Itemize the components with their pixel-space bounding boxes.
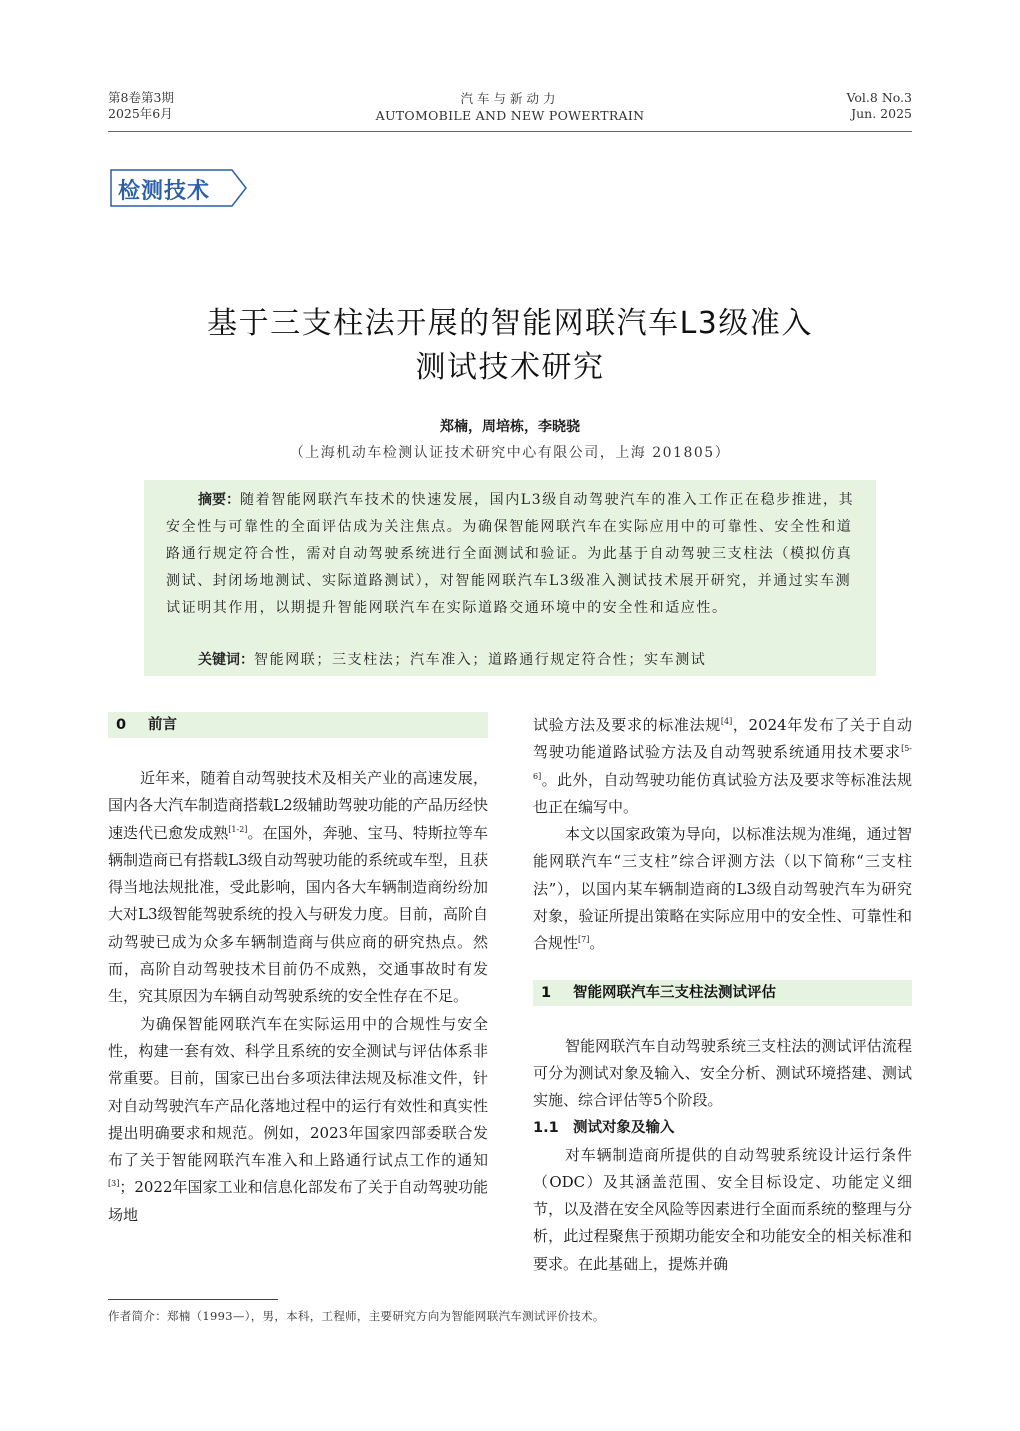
volume-issue: 第8卷第3期 bbox=[108, 90, 174, 105]
citation: [1-2] bbox=[228, 824, 248, 834]
author-footnote: 作者简介：郑楠（1993—），男，本科，工程师，主要研究方向为智能网联汽车测试评价技术。 bbox=[108, 1309, 605, 1323]
section-0-body bbox=[108, 765, 488, 1229]
section-0-continued bbox=[533, 712, 912, 958]
paragraph bbox=[108, 765, 488, 1011]
citation: [7] bbox=[578, 935, 590, 945]
paragraph: 对车辆制造商所提供的自动驾驶系统设计运行条件（ODC）及其涵盖范围、安全目标设定、功能定义细节，以及潜在安全风险等因素进行全面而系统的整理与分析，此过程聚焦于预期功能安全和功能安全的相关标准和要求。在此基础上，提炼并确 bbox=[533, 1145, 912, 1273]
section-1-body bbox=[533, 1033, 912, 1278]
citation: [4] bbox=[720, 717, 733, 726]
paragraph bbox=[108, 1011, 488, 1229]
article-title bbox=[0, 302, 1020, 390]
paragraph bbox=[533, 712, 912, 821]
paragraph-text: ；2022年国家工业和信息化部发布了关于自动驾驶功能场地 bbox=[108, 1178, 488, 1224]
issue-info-en bbox=[847, 90, 912, 122]
authors: 郑楠，周培栋，李晓骁 bbox=[440, 419, 580, 435]
abstract-box bbox=[144, 480, 876, 676]
paragraph-text: 。在国外，奔驰、宝马、特斯拉等车辆制造商已有搭载L3级自动驾驶功能的系统或车型，且获得当地法规批准，受此影响，国内各大车辆制造商纷纷加大对L3级智能驾驶系统的投入与研发力度。目前，高阶自动驾驶已成为众多车辆制造商与供应商的研究热点。然而，高阶自动驾驶技术目前仍不成熟，交通事故时有发生，究其原因为车辆自动驾驶系统的安全性存在不足。 bbox=[108, 823, 488, 1006]
paragraph: 智能网联汽车自动驾驶系统三支柱法的测试评估流程可分为测试对象及输入、安全分析、测试环境搭建、测试实施、综合评估等5个阶段。 bbox=[533, 1036, 912, 1110]
affiliation: （上海机动车检测认证技术研究中心有限公司，上海 201805） bbox=[289, 445, 731, 461]
section-1-heading bbox=[533, 980, 912, 1006]
section-1-title: 智能网联汽车三支柱法测试评估 bbox=[573, 984, 776, 1001]
footnote-divider bbox=[108, 1299, 278, 1300]
paragraph-text: 。 bbox=[589, 934, 605, 953]
right-column bbox=[533, 712, 912, 1278]
paragraph-text: 为确保智能网联汽车在实际运用中的合规性与安全性，构建一套有效、科学且系统的安全测试与评估体系非常重要。目前，国家已出台多项法律法规及标准文件，针对自动驾驶汽车产品化落地过程中的运行有效性和真实性提出明确要求和规范。例如，2023年国家四部委联合发布了关于智能网联汽车准入和上路通行试点工作的通知 bbox=[108, 1014, 488, 1170]
paragraph-text: 试验方法及要求的标准法规 bbox=[533, 716, 721, 734]
section-0-heading bbox=[108, 712, 488, 738]
paragraph-text: 。此外，自动驾驶功能仿真试验方法及要求等标准法规也正在编写中。 bbox=[533, 770, 912, 816]
keywords-label: 关键词： bbox=[198, 652, 254, 668]
paragraph-text: 本文以国家政策为导向，以标准法规为准绳，通过智能网联汽车“三支柱”综合评测方法（以下简称“三支柱法”），以国内某车辆制造商的L3级自动驾驶汽车为研究对象，验证所提出策略在实际应用中的安全性、可靠性和合规性 bbox=[533, 825, 912, 953]
volume-issue-en: Vol.8 No.3 bbox=[846, 90, 912, 105]
keywords-text: 智能网联；三支柱法；汽车准入；道路通行规定符合性；实车测试 bbox=[254, 652, 707, 668]
abstract-body bbox=[166, 487, 856, 622]
section-0-title: 前言 bbox=[148, 717, 177, 733]
subsection-title: 测试对象及输入 bbox=[573, 1119, 675, 1136]
title-line-2: 测试技术研究 bbox=[415, 350, 605, 385]
citation: [3] bbox=[108, 1179, 120, 1189]
journal-name-cn: 汽车与新动力 bbox=[460, 91, 560, 106]
section-0-number: 0 bbox=[116, 717, 127, 733]
issue-date-en: Jun. 2025 bbox=[851, 106, 912, 121]
header-divider bbox=[108, 131, 912, 132]
journal-name-en: AUTOMOBILE AND NEW POWERTRAIN bbox=[375, 108, 645, 123]
left-column bbox=[108, 712, 488, 1229]
section-tag-label: 检测技术 bbox=[118, 179, 211, 204]
section-tag bbox=[108, 166, 248, 210]
section-1-number: 1 bbox=[541, 984, 552, 1001]
issue-date: 2025年6月 bbox=[108, 106, 173, 121]
paragraph bbox=[533, 821, 912, 957]
abstract-label: 摘要： bbox=[198, 492, 240, 508]
subsection-number: 1.1 bbox=[533, 1119, 559, 1136]
subsection-1-1-heading bbox=[533, 1115, 912, 1142]
abstract-text: 随着智能网联汽车技术的快速发展，国内L3级自动驾驶汽车的准入工作正在稳步推进，其安全性与可靠性的全面评估成为关注焦点。为确保智能网联汽车在实际应用中的可靠性、安全性和道路通行规定符合性，需对自动驾驶系统进行全面测试和验证。为此基于自动驾驶三支柱法（模拟仿真测试、封闭场地测试、实际道路测试），对智能网联汽车L3级准入测试技术展开研究，并通过实车测试证明其作用，以期提升智能网联汽车在实际道路交通环境中的安全性和适应性。 bbox=[166, 492, 855, 616]
paragraph-text: 近年来，随着自动驾驶技术及相关产业的高速发展，国内各大汽车制造商搭载L2级辅助驾驶功能的产品历经快速迭代已愈发成熟 bbox=[108, 769, 488, 842]
paragraph-text: ，2024年发布了关于自动驾驶功能道路试验方法及自动驾驶系统通用技术要求 bbox=[533, 716, 912, 762]
title-line-1: 基于三支柱法开展的智能网联汽车L3级准入 bbox=[207, 306, 813, 341]
keywords bbox=[198, 649, 706, 671]
citation: [5-6] bbox=[533, 744, 912, 781]
